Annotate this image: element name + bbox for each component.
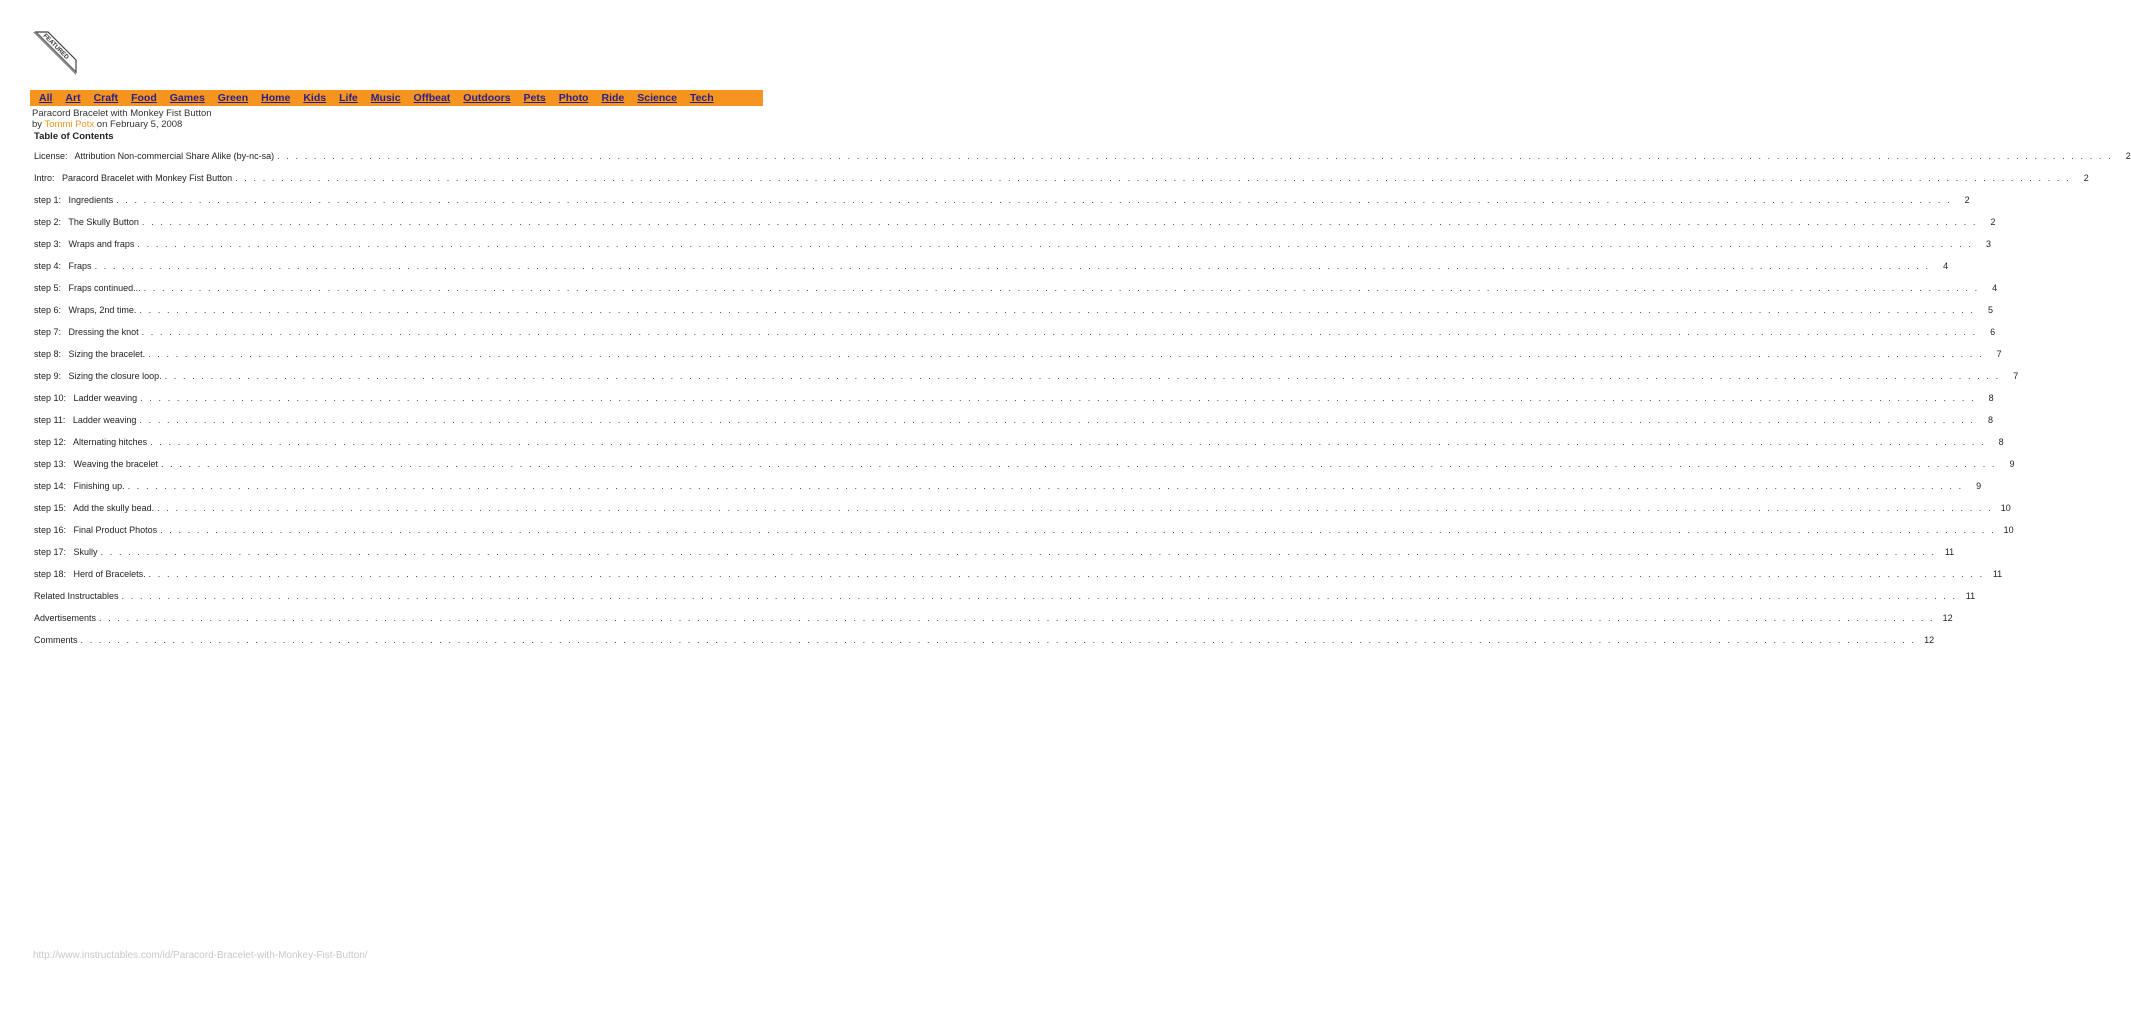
toc-entry-label: [34, 371, 165, 382]
toc-entry-label: [34, 635, 81, 646]
featured-badge: [32, 30, 78, 76]
toc-entry-page: 3: [1973, 239, 1991, 250]
toc-entry-title: Related Instructables: [34, 591, 119, 601]
toc-entry-number: step 1:: [34, 195, 62, 205]
toc-entry-page: 9: [1997, 459, 2015, 470]
toc-entry[interactable]: [34, 525, 2014, 547]
toc-dot-leader: . . . . . . . . . . . . . . . . . . . . . . . . . . . . . . . . . . . . . . . . . . . . . . . . . . . . . . . . . . . . . . . . . . . . . . . . . . . . . . . . . . . . . . . . . . . . . . . . . . . . . . . . . . . . . . . . . . . . . . . . . . . . . . . . . . . . . . . . . . . . . . . . . . . . . . . . . . . . . . . . . . . . . . . . . . . . . . . . . . . . . . . . . . . . . . . . . . . . . . . .: [143, 283, 1980, 293]
nav-item-green[interactable]: Green: [217, 92, 249, 104]
toc-entry[interactable]: [34, 327, 1996, 349]
by-prefix: by: [32, 119, 45, 130]
toc-entry-title: Finishing up.: [73, 481, 125, 491]
toc-dot-leader: . . . . . . . . . . . . . . . . . . . . . . . . . . . . . . . . . . . . . . . . . . . . . . . . . . . . . . . . . . . . . . . . . . . . . . . . . . . . . . . . . . . . . . . . . . . . . . . . . . . . . . . . . . . . . . . . . . . . . . . . . . . . . . . . . . . . . . . . . . . . . . . . . . . . . . . . . . . . . . . . . . . . . . . . . . . . . . . . . . . . . . . . . . . . . . . . . . . . . . . .: [160, 525, 1996, 535]
toc-entry-page: 4: [1979, 283, 1997, 294]
toc-entry-label: [34, 481, 128, 492]
toc-dot-leader: . . . . . . . . . . . . . . . . . . . . . . . . . . . . . . . . . . . . . . . . . . . . . . . . . . . . . . . . . . . . . . . . . . . . . . . . . . . . . . . . . . . . . . . . . . . . . . . . . . . . . . . . . . . . . . . . . . . . . . . . . . . . . . . . . . . . . . . . . . . . . . . . . . . . . . . . . . . . . . . . . . . . . . . . . . . . . . . . . . . . . . . . . . . . . . . . . . . . . . . .: [139, 305, 1976, 315]
toc-entry[interactable]: [34, 547, 1955, 569]
nav-item-science[interactable]: Science: [637, 92, 677, 104]
toc-entry[interactable]: [34, 393, 1994, 415]
toc-entry-number: step 7:: [34, 327, 62, 337]
toc-entry-number: step 12:: [34, 437, 67, 447]
toc-entry-label: [34, 261, 95, 272]
toc-entry-title: Weaving the bracelet: [73, 459, 158, 469]
toc-entry-page: 7: [1984, 349, 2002, 360]
nav-item-tech[interactable]: Tech: [689, 92, 714, 104]
nav-item-life[interactable]: Life: [339, 92, 358, 104]
nav-item-ride[interactable]: Ride: [601, 92, 625, 104]
toc-entry-page: 12: [1916, 635, 1934, 646]
publish-date: on February 5, 2008: [94, 119, 183, 130]
toc-entry[interactable]: [34, 591, 1976, 613]
toc-entry-label: [34, 437, 150, 448]
nav-item-home[interactable]: Home: [261, 92, 291, 104]
toc-entry-page: 11: [1984, 569, 2002, 580]
toc-entry[interactable]: [34, 261, 1949, 283]
toc-entry-label: [34, 327, 142, 338]
toc-entry-page: 11: [1936, 547, 1954, 558]
toc-dot-leader: . . . . . . . . . . . . . . . . . . . . . . . . . . . . . . . . . . . . . . . . . . . . . . . . . . . . . . . . . . . . . . . . . . . . . . . . . . . . . . . . . . . . . . . . . . . . . . . . . . . . . . . . . . . . . . . . . . . . . . . . . . . . . . . . . . . . . . . . . . . . . . . . . . . . . . . . . . . . . . . . . . . . . . . . . . . . . . . . . . . . . . . . . . . . . . . . . . . . . . . .: [141, 217, 1978, 227]
toc-entry-page: 7: [2000, 371, 2018, 382]
toc-entry-title: Sizing the closure loop.: [68, 371, 162, 381]
toc-entry[interactable]: [34, 459, 2015, 481]
toc-entry-page: 6: [1977, 327, 1995, 338]
toc-dot-leader: . . . . . . . . . . . . . . . . . . . . . . . . . . . . . . . . . . . . . . . . . . . . . . . . . . . . . . . . . . . . . . . . . . . . . . . . . . . . . . . . . . . . . . . . . . . . . . . . . . . . . . . . . . . . . . . . . . . . . . . . . . . . . . . . . . . . . . . . . . . . . . . . . . . . . . . . . . . . . . . . . . . . . . . . . . . . . . . . . . . . . . . . . . . . . . . . . . . . . . . .: [140, 393, 1976, 403]
toc-entry-title: Comments: [34, 635, 78, 645]
toc-entry-label: [34, 151, 277, 162]
toc-entry-title: Fraps: [68, 261, 92, 271]
toc-entry-number: step 3:: [34, 239, 62, 249]
footer-url[interactable]: http://www.instructables.com/id/Paracord-Bracelet-with-Monkey-Fist-Button/: [33, 950, 368, 961]
nav-item-games[interactable]: Games: [169, 92, 205, 104]
toc-entry-label: [34, 525, 160, 536]
toc-entry[interactable]: [34, 481, 1982, 503]
toc-entry-number: step 14:: [34, 481, 67, 491]
toc-entry[interactable]: [34, 151, 2131, 173]
toc-dot-leader: . . . . . . . . . . . . . . . . . . . . . . . . . . . . . . . . . . . . . . . . . . . . . . . . . . . . . . . . . . . . . . . . . . . . . . . . . . . . . . . . . . . . . . . . . . . . . . . . . . . . . . . . . . . . . . . . . . . . . . . . . . . . . . . . . . . . . . . . . . . . . . . . . . . . . . . . . . . . . . . . . . . . . . . . . . . . . . . . . . . . . . . . . . . . . . . . . . . . . . . .: [150, 437, 1986, 447]
toc-entry-title: Fraps continued...: [68, 283, 141, 293]
toc-entry-page: 4: [1930, 261, 1948, 272]
toc-entry-label: [34, 393, 140, 404]
toc-entry-title: Add the skully bead.: [73, 503, 155, 513]
toc-entry-title: Ingredients: [68, 195, 114, 205]
toc-entry-page: 2: [1952, 195, 1970, 206]
toc-entry-page: 12: [1935, 613, 1953, 624]
category-nav: [30, 90, 763, 106]
toc-dot-leader: . . . . . . . . . . . . . . . . . . . . . . . . . . . . . . . . . . . . . . . . . . . . . . . . . . . . . . . . . . . . . . . . . . . . . . . . . . . . . . . . . . . . . . . . . . . . . . . . . . . . . . . . . . . . . . . . . . . . . . . . . . . . . . . . . . . . . . . . . . . . . . . . . . . . . . . . . . . . . . . . . . . . . . . . . . . . . . . . . . . . . . . . . . . . . . . . . . . . . . . .: [139, 415, 1976, 425]
toc-dot-leader: . . . . . . . . . . . . . . . . . . . . . . . . . . . . . . . . . . . . . . . . . . . . . . . . . . . . . . . . . . . . . . . . . . . . . . . . . . . . . . . . . . . . . . . . . . . . . . . . . . . . . . . . . . . . . . . . . . . . . . . . . . . . . . . . . . . . . . . . . . . . . . . . . . . . . . . . . . . . . . . . . . . . . . . . . . . . . . . . . . . . . . . . . . . . . . . . . . . . . . . .: [121, 591, 1958, 601]
toc-entry-page: 10: [1996, 525, 2014, 536]
toc-dot-leader: . . . . . . . . . . . . . . . . . . . . . . . . . . . . . . . . . . . . . . . . . . . . . . . . . . . . . . . . . . . . . . . . . . . . . . . . . . . . . . . . . . . . . . . . . . . . . . . . . . . . . . . . . . . . . . . . . . . . . . . . . . . . . . . . . . . . . . . . . . . . . . . . . . . . . . . . . . . . . . . . . . . . . . . . . . . . . . . . . . . . . . . . . . . . . . . . . . . . . . . .: [127, 481, 1964, 491]
toc-entry-number: step 18:: [34, 569, 67, 579]
nav-item-art[interactable]: Art: [65, 92, 81, 104]
toc-entry-title: Ladder weaving: [72, 415, 137, 425]
toc-dot-leader: . . . . . . . . . . . . . . . . . . . . . . . . . . . . . . . . . . . . . . . . . . . . . . . . . . . . . . . . . . . . . . . . . . . . . . . . . . . . . . . . . . . . . . . . . . . . . . . . . . . . . . . . . . . . . . . . . . . . . . . . . . . . . . . . . . . . . . . . . . . . . . . . . . . . . . . . . . . . . . . . . . . . . . . . . . . . . . . . . . . . . . . . . . . . . . . . . . . . . . . .: [277, 151, 2113, 161]
toc-entry-number: step 8:: [34, 349, 62, 359]
toc-entry[interactable]: [34, 217, 1996, 239]
toc-entry-title: Wraps, 2nd time.: [68, 305, 137, 315]
featured-badge-text: FEATURED: [41, 32, 71, 61]
toc-entry-title: Alternating hitches: [73, 437, 148, 447]
toc-entry[interactable]: [34, 239, 1992, 261]
toc-entry[interactable]: [34, 371, 2019, 393]
toc-entry-label: [34, 613, 99, 624]
toc-heading: Table of Contents: [34, 131, 114, 142]
toc-entry-page: 2: [2113, 151, 2131, 162]
toc-entry-number: step 17:: [34, 547, 67, 557]
nav-item-pets[interactable]: Pets: [523, 92, 546, 104]
toc-entry[interactable]: [34, 349, 2002, 371]
toc-dot-leader: . . . . . . . . . . . . . . . . . . . . . . . . . . . . . . . . . . . . . . . . . . . . . . . . . . . . . . . . . . . . . . . . . . . . . . . . . . . . . . . . . . . . . . . . . . . . . . . . . . . . . . . . . . . . . . . . . . . . . . . . . . . . . . . . . . . . . . . . . . . . . . . . . . . . . . . . . . . . . . . . . . . . . . . . . . . . . . . . . . . . . . . . . . . . . . . . . . . . . . . .: [80, 635, 1917, 645]
toc-entry-label: [34, 195, 116, 206]
toc-entry-label: [34, 173, 235, 184]
table-of-contents: [34, 151, 2131, 657]
toc-entry-title: Advertisements: [34, 613, 97, 623]
toc-dot-leader: . . . . . . . . . . . . . . . . . . . . . . . . . . . . . . . . . . . . . . . . . . . . . . . . . . . . . . . . . . . . . . . . . . . . . . . . . . . . . . . . . . . . . . . . . . . . . . . . . . . . . . . . . . . . . . . . . . . . . . . . . . . . . . . . . . . . . . . . . . . . . . . . . . . . . . . . . . . . . . . . . . . . . . . . . . . . . . . . . . . . . . . . . . . . . . . . . . . . . . . .: [148, 349, 1984, 359]
toc-entry-number: step 15:: [34, 503, 67, 513]
toc-entry-number: Intro:: [34, 173, 55, 183]
toc-entry[interactable]: [34, 173, 2089, 195]
toc-entry-number: step 5:: [34, 283, 62, 293]
toc-entry-label: [34, 591, 122, 602]
toc-entry-number: step 13:: [34, 459, 67, 469]
toc-dot-leader: . . . . . . . . . . . . . . . . . . . . . . . . . . . . . . . . . . . . . . . . . . . . . . . . . . . . . . . . . . . . . . . . . . . . . . . . . . . . . . . . . . . . . . . . . . . . . . . . . . . . . . . . . . . . . . . . . . . . . . . . . . . . . . . . . . . . . . . . . . . . . . . . . . . . . . . . . . . . . . . . . . . . . . . . . . . . . . . . . . . . . . . . . . . . . . . . . . . . . . . .: [99, 613, 1935, 623]
toc-entry-number: step 16:: [34, 525, 67, 535]
toc-dot-leader: . . . . . . . . . . . . . . . . . . . . . . . . . . . . . . . . . . . . . . . . . . . . . . . . . . . . . . . . . . . . . . . . . . . . . . . . . . . . . . . . . . . . . . . . . . . . . . . . . . . . . . . . . . . . . . . . . . . . . . . . . . . . . . . . . . . . . . . . . . . . . . . . . . . . . . . . . . . . . . . . . . . . . . . . . . . . . . . . . . . . . . . . . . . . . . . . . . . . . . . .: [137, 239, 1974, 249]
toc-dot-leader: . . . . . . . . . . . . . . . . . . . . . . . . . . . . . . . . . . . . . . . . . . . . . . . . . . . . . . . . . . . . . . . . . . . . . . . . . . . . . . . . . . . . . . . . . . . . . . . . . . . . . . . . . . . . . . . . . . . . . . . . . . . . . . . . . . . . . . . . . . . . . . . . . . . . . . . . . . . . . . . . . . . . . . . . . . . . . . . . . . . . . . . . . . . . . . . . . . . . . . . .: [148, 569, 1985, 579]
toc-entry-page: 2: [1978, 217, 1996, 228]
toc-entry-label: [34, 217, 142, 228]
toc-entry-label: [34, 415, 139, 426]
toc-entry[interactable]: [34, 635, 1935, 657]
toc-dot-leader: . . . . . . . . . . . . . . . . . . . . . . . . . . . . . . . . . . . . . . . . . . . . . . . . . . . . . . . . . . . . . . . . . . . . . . . . . . . . . . . . . . . . . . . . . . . . . . . . . . . . . . . . . . . . . . . . . . . . . . . . . . . . . . . . . . . . . . . . . . . . . . . . . . . . . . . . . . . . . . . . . . . . . . . . . . . . . . . . . . . . . . . . . . . . . . . . . . . . . . . .: [160, 459, 1997, 469]
toc-entry-title: Wraps and fraps: [68, 239, 135, 249]
toc-entry-number: License:: [34, 151, 68, 161]
toc-entry-label: [34, 569, 149, 580]
toc-entry-title: Skully: [73, 547, 98, 557]
document-title: Paracord Bracelet with Monkey Fist Button: [32, 108, 212, 119]
toc-entry-label: [34, 459, 161, 470]
toc-dot-leader: . . . . . . . . . . . . . . . . . . . . . . . . . . . . . . . . . . . . . . . . . . . . . . . . . . . . . . . . . . . . . . . . . . . . . . . . . . . . . . . . . . . . . . . . . . . . . . . . . . . . . . . . . . . . . . . . . . . . . . . . . . . . . . . . . . . . . . . . . . . . . . . . . . . . . . . . . . . . . . . . . . . . . . . . . . . . . . . . . . . . . . . . . . . . . . . . . . . . . . . .: [100, 547, 1937, 557]
nav-item-food[interactable]: Food: [131, 92, 157, 104]
toc-dot-leader: . . . . . . . . . . . . . . . . . . . . . . . . . . . . . . . . . . . . . . . . . . . . . . . . . . . . . . . . . . . . . . . . . . . . . . . . . . . . . . . . . . . . . . . . . . . . . . . . . . . . . . . . . . . . . . . . . . . . . . . . . . . . . . . . . . . . . . . . . . . . . . . . . . . . . . . . . . . . . . . . . . . . . . . . . . . . . . . . . . . . . . . . . . . . . . . . . . . . . . . .: [157, 503, 1993, 513]
toc-entry[interactable]: [34, 195, 1970, 217]
toc-entry-page: 8: [1975, 415, 1993, 426]
author-link[interactable]: Tommi Potx: [44, 119, 95, 130]
nav-item-music[interactable]: Music: [370, 92, 401, 104]
toc-entry-number: step 9:: [34, 371, 62, 381]
toc-entry-label: [34, 349, 148, 360]
toc-entry-title: Final Product Photos: [73, 525, 158, 535]
toc-entry-title: Dressing the knot: [68, 327, 139, 337]
toc-entry-number: step 11:: [34, 415, 66, 425]
toc-dot-leader: . . . . . . . . . . . . . . . . . . . . . . . . . . . . . . . . . . . . . . . . . . . . . . . . . . . . . . . . . . . . . . . . . . . . . . . . . . . . . . . . . . . . . . . . . . . . . . . . . . . . . . . . . . . . . . . . . . . . . . . . . . . . . . . . . . . . . . . . . . . . . . . . . . . . . . . . . . . . . . . . . . . . . . . . . . . . . . . . . . . . . . . . . . . . . . . . . . . . . . . .: [116, 195, 1952, 205]
nav-item-outdoors[interactable]: Outdoors: [463, 92, 511, 104]
toc-entry-label: [34, 239, 137, 250]
toc-entry-page: 8: [1986, 437, 2004, 448]
nav-item-craft[interactable]: Craft: [93, 92, 119, 104]
toc-entry-number: step 6:: [34, 305, 62, 315]
toc-dot-leader: . . . . . . . . . . . . . . . . . . . . . . . . . . . . . . . . . . . . . . . . . . . . . . . . . . . . . . . . . . . . . . . . . . . . . . . . . . . . . . . . . . . . . . . . . . . . . . . . . . . . . . . . . . . . . . . . . . . . . . . . . . . . . . . . . . . . . . . . . . . . . . . . . . . . . . . . . . . . . . . . . . . . . . . . . . . . . . . . . . . . . . . . . . . . . . . . . . . . . . . .: [94, 261, 1931, 271]
toc-entry[interactable]: [34, 437, 2004, 459]
toc-entry-page: 8: [1976, 393, 1994, 404]
toc-entry[interactable]: [34, 569, 2003, 591]
toc-entry-title: Attribution Non-commercial Share Alike (by-nc-sa): [74, 151, 275, 161]
toc-entry-title: Herd of Bracelets.: [73, 569, 146, 579]
toc-entry-title: Sizing the bracelet.: [68, 349, 146, 359]
toc-entry-label: [34, 547, 101, 558]
nav-item-all[interactable]: All: [39, 92, 53, 104]
toc-dot-leader: . . . . . . . . . . . . . . . . . . . . . . . . . . . . . . . . . . . . . . . . . . . . . . . . . . . . . . . . . . . . . . . . . . . . . . . . . . . . . . . . . . . . . . . . . . . . . . . . . . . . . . . . . . . . . . . . . . . . . . . . . . . . . . . . . . . . . . . . . . . . . . . . . . . . . . . . . . . . . . . . . . . . . . . . . . . . . . . . . . . . . . . . . . . . . . . . . . . . . . . .: [164, 371, 2001, 381]
toc-entry-number: step 10:: [34, 393, 67, 403]
toc-dot-leader: . . . . . . . . . . . . . . . . . . . . . . . . . . . . . . . . . . . . . . . . . . . . . . . . . . . . . . . . . . . . . . . . . . . . . . . . . . . . . . . . . . . . . . . . . . . . . . . . . . . . . . . . . . . . . . . . . . . . . . . . . . . . . . . . . . . . . . . . . . . . . . . . . . . . . . . . . . . . . . . . . . . . . . . . . . . . . . . . . . . . . . . . . . . . . . . . . . . . . . . .: [235, 173, 2071, 183]
toc-entry-label: [34, 283, 144, 294]
toc-entry-title: Ladder weaving: [73, 393, 138, 403]
toc-entry-page: 11: [1957, 591, 1975, 602]
toc-entry-number: step 4:: [34, 261, 62, 271]
toc-entry[interactable]: [34, 305, 1994, 327]
nav-item-offbeat[interactable]: Offbeat: [413, 92, 451, 104]
byline: [32, 119, 182, 130]
toc-entry-page: 5: [1975, 305, 1993, 316]
nav-item-kids[interactable]: Kids: [303, 92, 327, 104]
toc-entry[interactable]: [34, 283, 1998, 305]
toc-entry[interactable]: [34, 503, 2011, 525]
nav-item-photo[interactable]: Photo: [558, 92, 589, 104]
toc-entry-label: [34, 503, 157, 514]
toc-entry[interactable]: [34, 415, 1994, 437]
toc-entry-label: [34, 305, 139, 316]
toc-entry[interactable]: [34, 613, 1953, 635]
toc-entry-page: 2: [2071, 173, 2089, 184]
toc-entry-number: step 2:: [34, 217, 62, 227]
toc-dot-leader: . . . . . . . . . . . . . . . . . . . . . . . . . . . . . . . . . . . . . . . . . . . . . . . . . . . . . . . . . . . . . . . . . . . . . . . . . . . . . . . . . . . . . . . . . . . . . . . . . . . . . . . . . . . . . . . . . . . . . . . . . . . . . . . . . . . . . . . . . . . . . . . . . . . . . . . . . . . . . . . . . . . . . . . . . . . . . . . . . . . . . . . . . . . . . . . . . . . . . . . .: [141, 327, 1978, 337]
toc-entry-title: The Skully Button: [68, 217, 139, 227]
toc-entry-page: 9: [1963, 481, 1981, 492]
toc-entry-page: 10: [1993, 503, 2011, 514]
toc-entry-title: Paracord Bracelet with Monkey Fist Button: [62, 173, 233, 183]
